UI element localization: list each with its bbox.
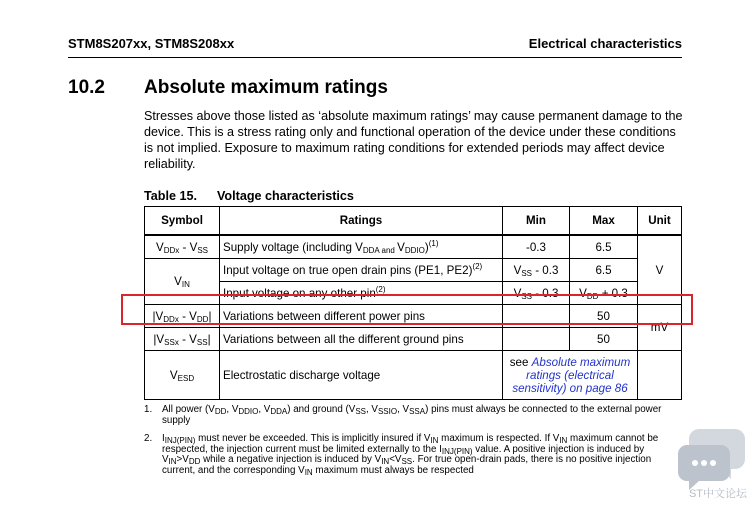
section-title: Absolute maximum ratings <box>144 77 388 98</box>
table-row <box>145 328 682 351</box>
watermark-text: ST中文论坛 <box>688 488 747 500</box>
table-row <box>145 305 682 328</box>
symbol-delta-vssx: $|V_{SSx} - V_{SS}|$ <box>145 328 220 351</box>
footnote-number: 2. <box>144 433 153 444</box>
footnote-2: 2. $I_{INJ(PIN)}$ must never be exceeded. This is implicitly insured if $V_{IN}$ maximum is respected. If $V_{IN}$ maximum cannot be respected, the injection current must be limited externally to the $I_{INJ(PIN)}$ value. A positive injection is induced by $V_{IN}>V_{DD}$ while a negative injection is induced by $V_{IN}<V_{SS}$. For true open-drain pads, there is no positive injection current, and the corresponding $V_{IN}$ maximum must always be respected <box>144 433 659 477</box>
rating-power-pin-variation: Variations between different power pins <box>220 305 503 328</box>
col-header-max: Max <box>570 207 638 236</box>
max-value: 6.5 <box>570 259 638 282</box>
max-value: $V_{DD} + 0.3$ <box>570 282 638 305</box>
footnote-ref-2: (2) <box>472 261 483 271</box>
voltage-characteristics-table <box>144 206 682 400</box>
footnote-1: 1. All power ($V_{DD}$, $V_{DDIO}$, $V_{DDA}$) and ground ($V_{SS}$, $V_{SSIO}$, $V_{SSA}$) pins must always be connected to the external power supply <box>144 404 662 426</box>
footnote-number: 1. <box>144 404 153 415</box>
section-number: 10.2 <box>68 77 105 98</box>
rating-esd-voltage: Electrostatic discharge voltage <box>220 351 503 400</box>
table-header-row <box>145 207 682 236</box>
min-value: $V_{SS} - 0.3$ <box>503 282 570 305</box>
running-header-left: STM8S207xx, STM8S208xx <box>68 36 235 51</box>
section-intro-paragraph: Stresses above those listed as ‘absolute maximum ratings’ may cause permanent damage to the device. This is a stress rating only and functional operation of the device under these conditions is not implied. Exposure to maximum rating conditions for extended periods may affect device reliability. <box>144 109 683 171</box>
max-value: 50 <box>570 305 638 328</box>
table-caption-number: Table 15. <box>144 189 197 203</box>
header-divider <box>68 57 682 58</box>
symbol-delta-vddx: $|V_{DDx} - V_{DD}|$ <box>145 305 220 328</box>
col-header-unit: Unit <box>638 207 682 236</box>
table-row <box>145 282 682 305</box>
rating-open-drain-input: Input voltage on true open drain pins (PE1, PE2)$^{(2)}$ <box>220 259 503 282</box>
table-caption <box>144 189 354 203</box>
rating-ground-pin-variation: Variations between all the different ground pins <box>220 328 503 351</box>
symbol-vin: $V_{IN}$ <box>145 259 220 305</box>
max-value: 50 <box>570 328 638 351</box>
unit-millivolts: mV <box>638 305 682 351</box>
min-value <box>503 305 570 328</box>
col-header-symbol: Symbol <box>145 207 220 236</box>
footnote-ref-2: (2) <box>375 284 386 294</box>
footnote-ref-1: (1) <box>428 238 439 248</box>
min-value: -0.3 <box>503 235 570 259</box>
table-footnotes <box>144 405 669 484</box>
symbol-vddx-vss: $V_{DDx} - V_{SS}$ <box>145 235 220 259</box>
table-row <box>145 259 682 282</box>
max-value: 6.5 <box>570 235 638 259</box>
min-value <box>503 328 570 351</box>
table-caption-title: Voltage characteristics <box>216 189 354 203</box>
absolute-max-ratings-link[interactable]: Absolute maximum ratings (electrical sensitivity) on page 86 <box>512 355 631 395</box>
esd-reference-cell: see Absolute maximum ratings (electrical sensitivity) on page 86 <box>503 351 638 400</box>
unit-volts: V <box>638 235 682 305</box>
table-row <box>145 235 682 259</box>
col-header-ratings: Ratings <box>220 207 503 236</box>
symbol-vesd: $V_{ESD}$ <box>145 351 220 400</box>
rating-supply-voltage: Supply voltage (including $V_{DDA and}$ $V_{DDIO})^{(1)}$ <box>220 235 503 259</box>
running-header-right: Electrical characteristics <box>528 36 682 51</box>
min-value: $V_{SS} - 0.3$ <box>503 259 570 282</box>
col-header-min: Min <box>503 207 570 236</box>
rating-other-pin-input: Input voltage on any other pin$^{(2)}$ <box>220 282 503 305</box>
table-row <box>145 351 682 400</box>
unit-empty <box>638 351 682 400</box>
